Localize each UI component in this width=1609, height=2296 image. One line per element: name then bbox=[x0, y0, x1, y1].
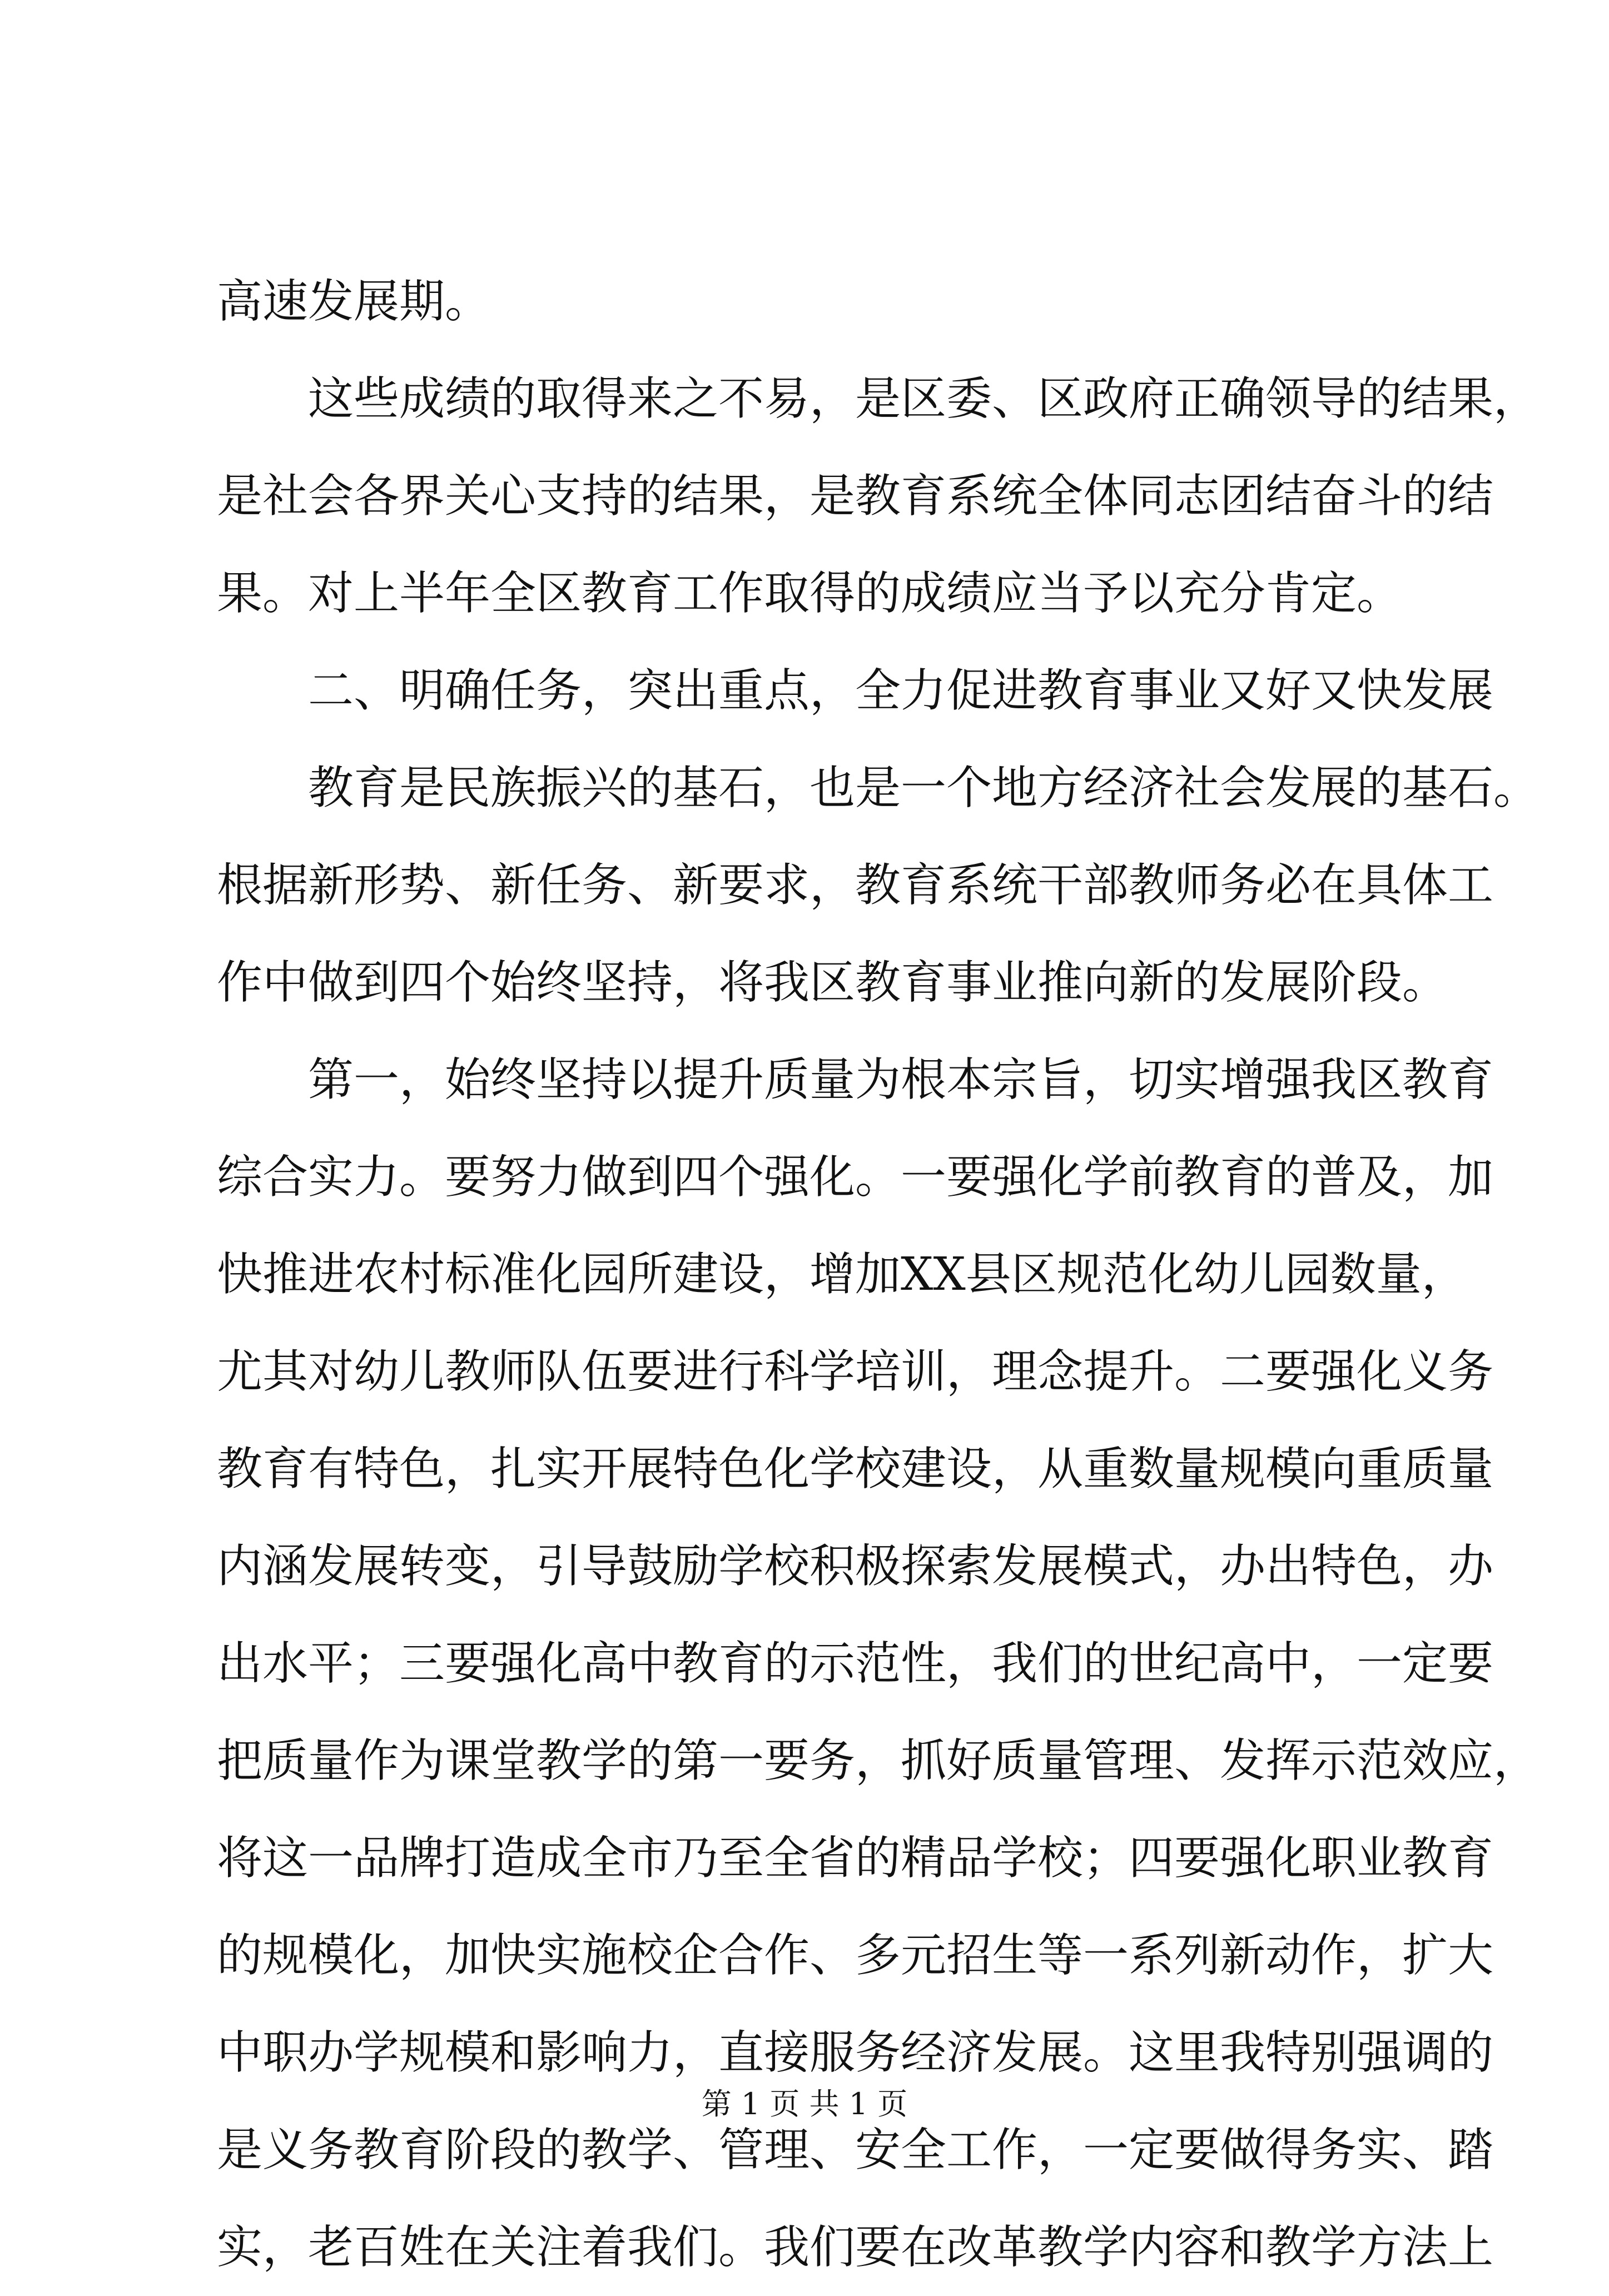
text-line: 尤其对幼儿教师队伍要进行科学培训，理念提升。二要强化义务 bbox=[217, 1345, 1494, 1398]
text-line: 果。对上半年全区教育工作取得的成绩应当予以充分肯定。 bbox=[217, 567, 1403, 620]
text-line: 的规模化，加快实施校企合作、多元招生等一系列新动作，扩大 bbox=[217, 1929, 1494, 1982]
text-line: 中职办学规模和影响力，直接服务经济发展。这里我特别强调的 bbox=[217, 2026, 1494, 2079]
text-line: 将这一品牌打造成全市乃至全省的精品学校；四要强化职业教育 bbox=[217, 1832, 1494, 1885]
text-line: 内涵发展转变，引导鼓励学校积极探索发展模式，办出特色，办 bbox=[217, 1540, 1494, 1593]
text-line: 快推进农村标准化园所建设，增加XX县区规范化幼儿园数量， bbox=[217, 1248, 1467, 1301]
text-line: 根据新形势、新任务、新要求，教育系统干部教师务必在具体工 bbox=[217, 859, 1494, 912]
text-line: 这些成绩的取得来之不易，是区委、区政府正确领导的结果， bbox=[308, 372, 1540, 425]
text-line: 出水平；三要强化高中教育的示范性，我们的世纪高中，一定要 bbox=[217, 1637, 1494, 1690]
page-footer: 第 1 页 共 1 页 bbox=[701, 2086, 908, 2121]
text-line: 综合实力。要努力做到四个强化。一要强化学前教育的普及，加 bbox=[217, 1151, 1494, 1204]
text-line: 实，老百姓在关注着我们。我们要在改革教学内容和教学方法上 bbox=[217, 2221, 1494, 2274]
text-line: 高速发展期。 bbox=[217, 275, 491, 328]
text-line: 把质量作为课堂教学的第一要务，抓好质量管理、发挥示范效应， bbox=[217, 1735, 1540, 1787]
text-line: 二、明确任务，突出重点，全力促进教育事业又好又快发展 bbox=[308, 664, 1494, 717]
text-line: 教育是民族振兴的基石，也是一个地方经济社会发展的基石。 bbox=[308, 762, 1540, 814]
text-line: 教育有特色，扎实开展特色化学校建设，从重数量规模向重质量 bbox=[217, 1443, 1494, 1495]
text-line: 作中做到四个始终坚持，将我区教育事业推向新的发展阶段。 bbox=[217, 956, 1448, 1009]
text-line: 第一，始终坚持以提升质量为根本宗旨，切实增强我区教育 bbox=[308, 1053, 1494, 1106]
text-line: 是社会各界关心支持的结果，是教育系统全体同志团结奋斗的结 bbox=[217, 470, 1494, 523]
document-body bbox=[217, 253, 1540, 2296]
text-line: 是义务教育阶段的教学、管理、安全工作，一定要做得务实、踏 bbox=[217, 2124, 1494, 2176]
